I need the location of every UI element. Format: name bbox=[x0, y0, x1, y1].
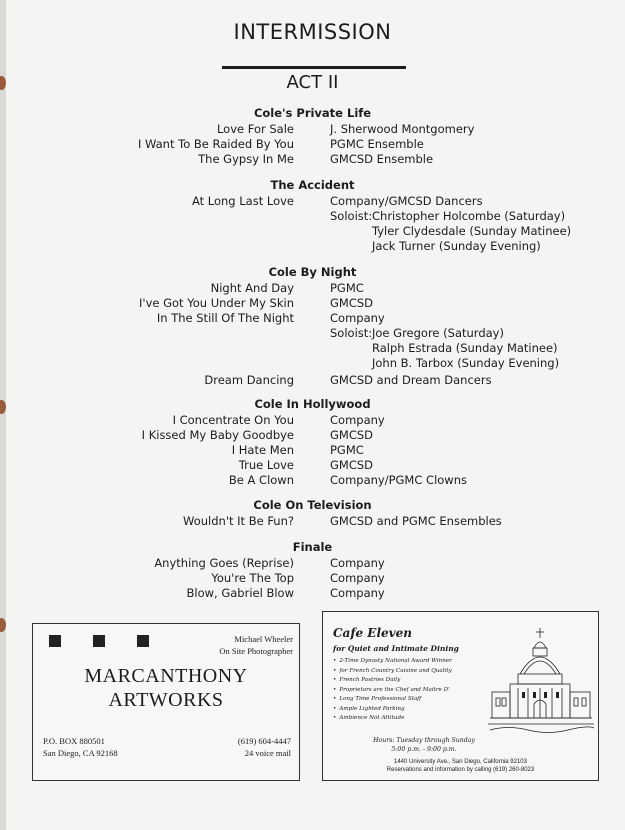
performer: GMCSD bbox=[330, 296, 374, 310]
program-row bbox=[0, 194, 625, 209]
performer: GMCSD Ensemble bbox=[330, 152, 434, 166]
list-item: • Ample Lighted Parking bbox=[333, 705, 483, 715]
cafe-contact bbox=[333, 758, 588, 774]
program-row bbox=[0, 311, 625, 326]
song-title: I Concentrate On You bbox=[172, 413, 294, 427]
song-title: Anything Goes (Reprise) bbox=[154, 556, 294, 570]
marcanthony-ad bbox=[32, 623, 300, 781]
performer: Company bbox=[330, 413, 385, 427]
soloist-name: Jack Turner (Sunday Evening) bbox=[372, 239, 541, 253]
soloist-row bbox=[0, 239, 625, 254]
cafe-eleven-ad bbox=[322, 611, 599, 781]
cafe-tagline: for Quiet and Intimate Dining bbox=[333, 644, 459, 653]
soloist-label: Soloist: bbox=[330, 326, 373, 340]
performer: Company bbox=[330, 311, 385, 325]
program-row bbox=[0, 152, 625, 167]
cafe-title: Cafe Eleven bbox=[333, 626, 412, 640]
program-row bbox=[0, 473, 625, 488]
list-item: • for French Country Cuisine and Quality bbox=[333, 667, 483, 677]
song-title: At Long Last Love bbox=[191, 194, 294, 208]
cafe-features bbox=[333, 657, 483, 724]
program-row bbox=[0, 458, 625, 473]
program-row bbox=[0, 137, 625, 152]
section-title: Cole By Night bbox=[268, 265, 357, 279]
song-title: Be A Clown bbox=[228, 473, 294, 487]
song-title: The Gypsy In Me bbox=[198, 152, 294, 166]
soloist-name: Christopher Holcombe (Saturday) bbox=[372, 209, 566, 223]
list-item: • French Pastries Daily bbox=[333, 676, 483, 686]
song-title: You're The Top bbox=[211, 571, 294, 585]
performer: J. Sherwood Montgomery bbox=[330, 122, 475, 136]
heading-rule bbox=[222, 66, 406, 69]
company-name-line: ARTWORKS bbox=[108, 689, 224, 711]
performer: GMCSD and PGMC Ensembles bbox=[330, 514, 502, 528]
song-title: I Kissed My Baby Goodbye bbox=[141, 428, 294, 442]
program-row bbox=[0, 413, 625, 428]
program-row bbox=[0, 428, 625, 443]
program-row bbox=[0, 514, 625, 529]
soloist-name: John B. Tarbox (Sunday Evening) bbox=[372, 356, 560, 370]
performer: Company/GMCSD Dancers bbox=[330, 194, 483, 208]
soloist-name: Joe Gregore (Saturday) bbox=[372, 326, 504, 340]
song-title: Blow, Gabriel Blow bbox=[186, 586, 294, 600]
program-row bbox=[0, 122, 625, 137]
program-row bbox=[0, 556, 625, 571]
address-line: P.O. BOX 880501 bbox=[43, 736, 105, 746]
building-sketch-icon bbox=[488, 626, 594, 736]
program-row bbox=[0, 443, 625, 458]
performer: PGMC bbox=[330, 281, 364, 295]
section-title: Cole In Hollywood bbox=[254, 397, 371, 411]
address-line: San Diego, CA 92168 bbox=[43, 748, 118, 758]
square-icon bbox=[49, 635, 61, 647]
soloist-name: Ralph Estrada (Sunday Matinee) bbox=[372, 341, 558, 355]
list-item: • Long Time Professional Staff bbox=[333, 695, 483, 705]
program-row bbox=[0, 571, 625, 586]
song-title: In The Still Of The Night bbox=[156, 311, 294, 325]
cafe-address: 1440 University Ave., San Diego, California 92103 bbox=[394, 759, 527, 765]
song-title: Love For Sale bbox=[216, 122, 294, 136]
square-icon bbox=[93, 635, 105, 647]
program-row bbox=[0, 281, 625, 296]
photographer-role: On Site Photographer bbox=[219, 646, 293, 656]
phone-number: (619) 604-4447 bbox=[237, 736, 291, 746]
song-title: I've Got You Under My Skin bbox=[139, 296, 294, 310]
soloist-row bbox=[0, 341, 625, 356]
section-title: Cole On Television bbox=[253, 498, 372, 512]
section-title: Cole's Private Life bbox=[253, 106, 372, 120]
song-title: I Want To Be Raided By You bbox=[137, 137, 294, 151]
phone-info bbox=[193, 735, 291, 759]
soloist-row bbox=[0, 209, 625, 224]
program-row bbox=[0, 586, 625, 601]
performer: GMCSD bbox=[330, 458, 374, 472]
soloist-row bbox=[0, 224, 625, 239]
intermission-heading: INTERMISSION bbox=[233, 20, 392, 44]
soloist-row bbox=[0, 356, 625, 371]
list-item: • 2-Time Dynasty National Award Winner bbox=[333, 657, 483, 667]
song-title: I Hate Men bbox=[231, 443, 294, 457]
photographer-credit bbox=[193, 633, 293, 657]
mailing-address bbox=[43, 735, 118, 759]
list-item: • Ambience Not Attitude bbox=[333, 714, 483, 724]
song-title: True Love bbox=[238, 458, 294, 472]
soloist-row bbox=[0, 326, 625, 341]
cafe-reservations: Reservations and information by calling (619) 260-8023 bbox=[386, 767, 535, 773]
soloist-name: Tyler Clydesdale (Sunday Matinee) bbox=[372, 224, 572, 238]
song-title: Wouldn't It Be Fun? bbox=[183, 514, 294, 528]
performer: PGMC bbox=[330, 443, 364, 457]
list-item: • Proprietors are the Chef and Maitre D' bbox=[333, 686, 483, 696]
performer: GMCSD and Dream Dancers bbox=[330, 373, 492, 387]
hours-times: 5:00 p.m. - 9:00 p.m. bbox=[391, 746, 457, 753]
program-row bbox=[0, 296, 625, 311]
performer: Company bbox=[330, 571, 385, 585]
performer: Company bbox=[330, 586, 385, 600]
photographer-name: Michael Wheeler bbox=[234, 634, 293, 644]
performer: GMCSD bbox=[330, 428, 374, 442]
voicemail-note: 24 voice mail bbox=[244, 748, 291, 758]
performer: PGMC Ensemble bbox=[330, 137, 424, 151]
section-title: Finale bbox=[292, 540, 333, 554]
section-title: The Accident bbox=[270, 178, 355, 192]
performer: Company bbox=[330, 556, 385, 570]
soloist-label: Soloist: bbox=[330, 209, 373, 223]
performer: Company/PGMC Clowns bbox=[330, 473, 467, 487]
song-title: Dream Dancing bbox=[204, 373, 294, 387]
song-title: Night And Day bbox=[210, 281, 294, 295]
company-name-line: MARCANTHONY bbox=[84, 665, 248, 687]
cafe-hours bbox=[359, 736, 489, 754]
hours-days: Hours: Tuesday through Sunday bbox=[373, 737, 475, 744]
square-icon bbox=[137, 635, 149, 647]
act-heading: ACT II bbox=[286, 72, 339, 93]
company-name bbox=[33, 664, 299, 712]
program-row bbox=[0, 373, 625, 388]
